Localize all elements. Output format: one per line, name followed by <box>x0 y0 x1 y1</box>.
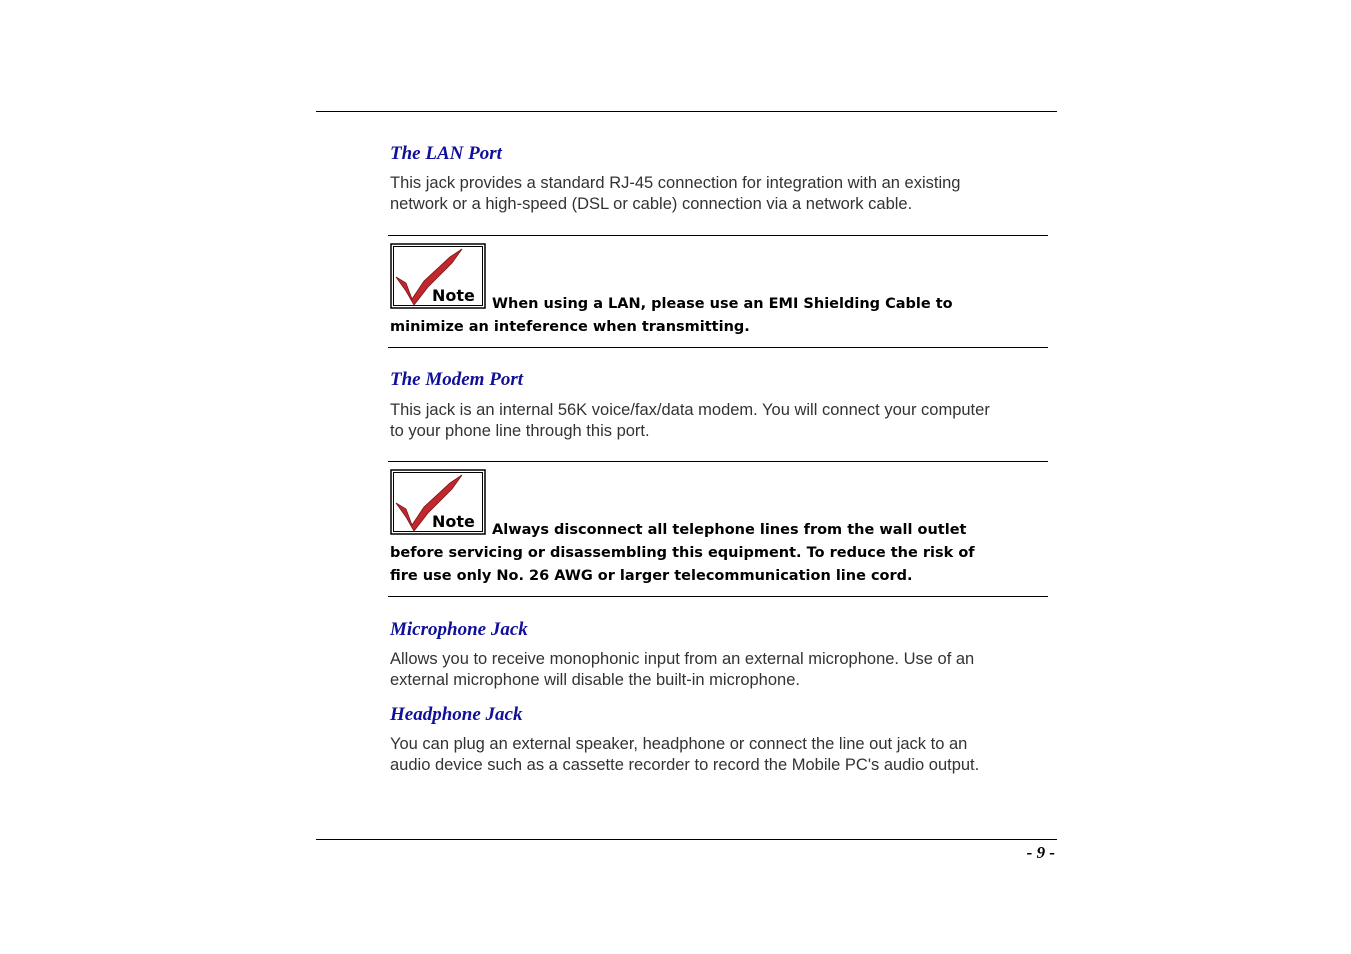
note-modem-line-1: Always disconnect all telephone lines from the wall outlet <box>492 522 967 538</box>
lan-port-line-2: network or a high-speed (DSL or cable) connection via a network cable. <box>390 194 913 213</box>
note-checkmark-icon <box>390 469 486 535</box>
page-number: - 9 - <box>1026 843 1055 862</box>
note-checkmark-icon <box>390 243 486 309</box>
note-modem-line-3: fire use only No. 26 AWG or larger telecommunication line cord. <box>390 568 913 584</box>
note-box-lan <box>388 235 1048 348</box>
header-rule <box>316 111 1057 112</box>
note-box-modem <box>388 461 1048 597</box>
headphone-jack-heading: Headphone Jack <box>390 704 523 725</box>
headphone-line-1: You can plug an external speaker, headphone or connect the line out jack to an <box>390 735 968 753</box>
note-lan-line-2: minimize an inteference when transmitting. <box>390 319 750 335</box>
note-icon-label: Note <box>432 286 475 305</box>
headphone-jack-description <box>390 734 979 775</box>
lan-port-line-1: This jack provides a standard RJ-45 connection for integration with an existing <box>390 174 961 192</box>
lan-port-heading: The LAN Port <box>390 143 502 164</box>
modem-port-description <box>390 400 990 441</box>
microphone-line-1: Allows you to receive monophonic input from an external microphone. Use of an <box>390 650 975 668</box>
microphone-jack-heading: Microphone Jack <box>390 619 528 640</box>
modem-port-line-2: to your phone line through this port. <box>390 421 650 440</box>
lan-port-description <box>390 173 960 214</box>
note-modem-line-2: before servicing or disassembling this equipment. To reduce the risk of <box>390 545 975 561</box>
footer-rule <box>316 839 1057 840</box>
headphone-line-2: audio device such as a cassette recorder to record the Mobile PC's audio output. <box>390 755 980 774</box>
modem-port-heading: The Modem Port <box>390 369 523 390</box>
note-icon-label: Note <box>432 512 475 531</box>
note-lan-line-1: When using a LAN, please use an EMI Shielding Cable to <box>492 296 953 312</box>
microphone-jack-description <box>390 649 974 690</box>
microphone-line-2: external microphone will disable the built-in microphone. <box>390 670 800 689</box>
modem-port-line-1: This jack is an internal 56K voice/fax/data modem. You will connect your computer <box>390 401 990 419</box>
